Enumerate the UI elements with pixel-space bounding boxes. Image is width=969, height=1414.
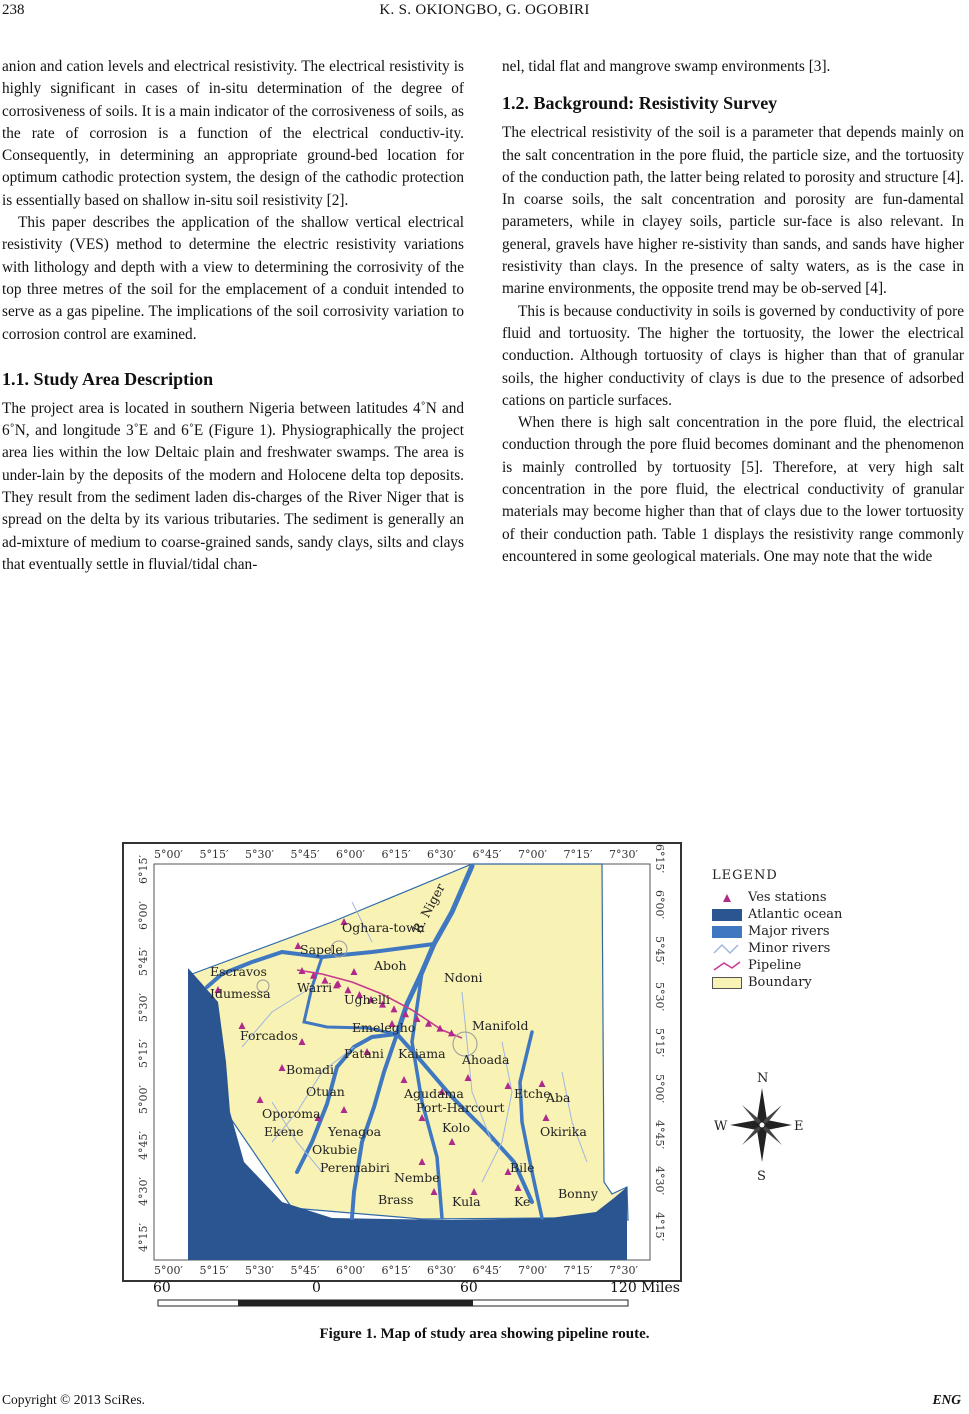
legend-label: Ves stations xyxy=(748,890,827,905)
paragraph: The electrical resistivity of the soil is a parameter that depends mainly on the salt concentration in the pore fluid, the particle size, and the tortuosity of the conduction path, the latter being related to porosity and structure [4]. In coarse soils, the salt concentration and porosity are fun-damental parameters, while in clayey soils, particle sur-face is also relevant. In general, gravels have higher re-sistivity than sands, and sands have higher resistivity than clays. In the presence of salty waters, as is the case in marine environments, the opposite trend may be ob-served [4]. xyxy=(502,124,964,298)
lat-tick-label: 4°15′ xyxy=(137,1223,150,1252)
lon-tick-label: 5°45′ xyxy=(290,848,320,861)
lat-tick-label: 5°00′ xyxy=(653,1074,666,1103)
page-number: 238 xyxy=(2,2,25,18)
place-label: Kula xyxy=(452,1194,481,1209)
place-label: Patani xyxy=(344,1046,384,1061)
legend-row xyxy=(712,923,842,940)
place-label: Okirika xyxy=(540,1124,587,1139)
place-label: Agudama xyxy=(404,1086,464,1101)
place-label: Nembe xyxy=(394,1170,440,1185)
paragraph: This paper describes the application of the shallow vertical electrical resistivity (VES) method to determine the electric resistivity variations with lithology and depth with a view to determining the corrosivity of the top three metres of the soil for the emplacement of a conduit intended to serve as a gas pipeline. The implications of the soil corrosivity variation to corrosion control are examined. xyxy=(2,214,464,343)
legend-label: Atlantic ocean xyxy=(748,907,843,922)
place-label: Okubie xyxy=(312,1142,358,1157)
lon-tick-label: 5°30′ xyxy=(245,1264,274,1277)
place-label: Sapele xyxy=(300,942,343,957)
place-label: Aba xyxy=(546,1090,571,1105)
compass-east: E xyxy=(794,1119,804,1134)
scale-label: 120 Miles xyxy=(610,1280,680,1296)
lat-tick-label: 4°45′ xyxy=(137,1131,150,1160)
paragraph: anion and cation levels and electrical resistivity. The electrical resistivity is highly significant in cases of in-situ determination of the degree of corrosiveness of soils. It is a main indicator of the corrosiveness of soils, as the rate of corrosion is a function of the electrical conductiv-ity. Consequently, in determining an appropriate ground-bed location for optimum cathodic protection system, the design of the cathodic protection is essentially based on shallow in-situ soil resistivity [2]. xyxy=(2,58,464,209)
place-label: Brass xyxy=(378,1192,414,1207)
lat-tick-label: 4°45′ xyxy=(653,1120,666,1149)
lon-tick-label: 6°00′ xyxy=(336,848,365,861)
place-label: Aboh xyxy=(374,958,407,973)
map-svg xyxy=(122,842,682,1282)
lon-tick-label: 6°45′ xyxy=(472,848,502,861)
paragraph: nel, tidal flat and mangrove swamp environments [3]. xyxy=(502,58,831,75)
scale-bar-graphic xyxy=(150,1298,630,1310)
place-label: Manifold xyxy=(472,1018,529,1033)
study-area-map xyxy=(122,842,682,1282)
lat-tick-label: 5°15′ xyxy=(653,1028,666,1057)
lon-tick-label: 6°30′ xyxy=(427,848,456,861)
place-label: Ndoni xyxy=(444,970,483,985)
boundary-swatch xyxy=(712,977,742,989)
lon-tick-label: 7°15′ xyxy=(563,848,593,861)
lon-tick-label: 5°15′ xyxy=(199,1264,229,1277)
place-label: Otuan xyxy=(306,1084,345,1099)
major-river-swatch xyxy=(712,926,742,938)
lat-tick-label: 5°30′ xyxy=(653,982,666,1011)
legend-label: Minor rivers xyxy=(748,941,831,956)
legend-row xyxy=(712,957,842,974)
lon-tick-label: 6°15′ xyxy=(381,848,411,861)
running-header-authors: K. S. OKIONGBO, G. OGOBIRI xyxy=(379,2,590,18)
lon-tick-label: 6°00′ xyxy=(336,1264,365,1277)
place-label: Bomadi xyxy=(286,1062,335,1077)
place-label: Forcados xyxy=(240,1028,298,1043)
lon-tick-label: 5°00′ xyxy=(154,1264,183,1277)
paragraph: When there is high salt concentration in the pore fluid, the electrical conduction through the pore fluid becomes dominant and the phenomenon is mainly controlled by tortuosity [5]. Therefore, at very high salt concentration in the pore fluid, the electrical conductivity of granular materials may become higher than that of clays due to the lower tortuosity of their conduction path. Table 1 displays the resistivity range commonly encountered in some geological materials. One may note that the wide xyxy=(502,414,964,565)
lat-tick-label: 6°15′ xyxy=(653,844,666,873)
lat-tick-label: 5°45′ xyxy=(653,936,666,965)
river-niger-label: R. Niger xyxy=(409,880,448,936)
lon-tick-label: 6°30′ xyxy=(427,1264,456,1277)
lat-ticks-left xyxy=(137,855,150,1252)
lon-tick-label: 5°00′ xyxy=(154,848,183,861)
lat-tick-label: 6°15′ xyxy=(137,855,150,884)
place-label: Etche xyxy=(514,1086,551,1101)
lat-tick-label: 4°30′ xyxy=(653,1166,666,1195)
compass-icon xyxy=(712,1068,812,1182)
lon-ticks-bottom xyxy=(154,1264,638,1277)
paragraph: The project area is located in southern Nigeria between latitudes 4˚N and 6˚N, and longitude 3˚E and 6˚E (Figure 1). Physiographically the project area lies within the low Deltaic plain and freshwater swamps. The area is under-lain by the deposits of the modern and Holocene delta top deposits. They result from the sediment laden dis-charges of the River Niger that is spread on the delta by its various tributaries. The sediment is generally an ad-mixture of medium to coarse-grained sands, sandy clays, silts and clays that eventually settle in fluvial/tidal chan- xyxy=(2,399,464,573)
ves-station-icon xyxy=(712,892,742,904)
minor-river-icon xyxy=(712,943,742,955)
footer-copyright: Copyright © 2013 SciRes. xyxy=(2,1392,146,1407)
map-legend xyxy=(712,868,842,991)
place-label: Emelegho xyxy=(352,1020,416,1035)
legend-label: Boundary xyxy=(748,975,812,990)
place-label: Kaiama xyxy=(398,1046,446,1061)
figure-caption: Figure 1. Map of study area showing pipeline route. xyxy=(319,1326,650,1342)
place-label: Oporoma xyxy=(262,1106,321,1121)
lat-tick-label: 6°00′ xyxy=(137,901,150,930)
lon-tick-label: 6°15′ xyxy=(381,1264,411,1277)
legend-title: LEGEND xyxy=(712,868,778,883)
place-label: Port-Harcourt xyxy=(416,1100,505,1115)
scale-label: 60 xyxy=(460,1280,478,1296)
place-label: Bile xyxy=(510,1160,535,1175)
place-label: Ahoada xyxy=(462,1052,510,1067)
pipeline-icon xyxy=(712,960,742,972)
legend-row xyxy=(712,974,842,991)
lon-tick-label: 6°45′ xyxy=(472,1264,502,1277)
scale-label: 60 xyxy=(153,1280,171,1296)
place-label: Bonny xyxy=(558,1186,598,1201)
legend-row xyxy=(712,906,842,923)
place-label: Oghara-town xyxy=(342,920,425,935)
footer-journal: ENG xyxy=(932,1392,961,1407)
right-column xyxy=(502,56,964,568)
legend-row xyxy=(712,940,842,957)
lon-tick-label: 5°30′ xyxy=(245,848,274,861)
place-label: Kolo xyxy=(442,1120,471,1135)
lon-tick-label: 7°30′ xyxy=(609,848,638,861)
legend-label: Major rivers xyxy=(748,924,830,939)
section-heading: 1.2. Background: Resistivity Survey xyxy=(502,93,778,114)
place-label: Peremabiri xyxy=(320,1160,390,1175)
lon-ticks-top xyxy=(154,848,638,861)
place-label: Ughelli xyxy=(344,992,390,1007)
place-label: Ekene xyxy=(264,1124,304,1139)
legend-row xyxy=(712,889,842,906)
compass-north: N xyxy=(757,1071,769,1086)
place-label: Yenagoa xyxy=(328,1124,382,1139)
lat-ticks-right xyxy=(653,844,666,1241)
lat-tick-label: 4°15′ xyxy=(653,1212,666,1241)
lat-tick-label: 6°00′ xyxy=(653,890,666,919)
compass-rose xyxy=(712,1068,812,1182)
compass-west: W xyxy=(714,1119,728,1134)
place-label: Warri xyxy=(297,980,333,995)
scale-bar xyxy=(150,1280,710,1320)
lat-tick-label: 5°15′ xyxy=(137,1039,150,1068)
section-heading: 1.1. Study Area Description xyxy=(2,368,214,389)
lon-tick-label: 5°45′ xyxy=(290,1264,320,1277)
lat-tick-label: 5°45′ xyxy=(137,947,150,976)
compass-south: S xyxy=(757,1169,766,1182)
lat-tick-label: 5°30′ xyxy=(137,993,150,1022)
paragraph: This is because conductivity in soils is governed by conductivity of pore fluid and tortuosity. The higher the tortuosity, the lower the electrical conduction. Although tortuosity of clays is higher than that of granular soils, the higher conductivity of clays is due to the presence of adsorbed cations on particle surfaces. xyxy=(502,302,964,409)
lat-tick-label: 5°00′ xyxy=(137,1085,150,1114)
place-label: Idumessa xyxy=(210,986,271,1001)
lon-tick-label: 7°00′ xyxy=(518,848,547,861)
left-column xyxy=(2,56,464,576)
lon-tick-label: 7°00′ xyxy=(518,1264,547,1277)
legend-label: Pipeline xyxy=(748,958,802,973)
place-label: Escravos xyxy=(210,964,267,979)
place-label: Ke xyxy=(514,1194,531,1209)
lon-tick-label: 5°15′ xyxy=(199,848,229,861)
lat-tick-label: 4°30′ xyxy=(137,1177,150,1206)
ocean-swatch xyxy=(712,909,742,921)
scale-label: 0 xyxy=(312,1280,321,1296)
lon-tick-label: 7°30′ xyxy=(609,1264,638,1277)
lon-tick-label: 7°15′ xyxy=(563,1264,593,1277)
